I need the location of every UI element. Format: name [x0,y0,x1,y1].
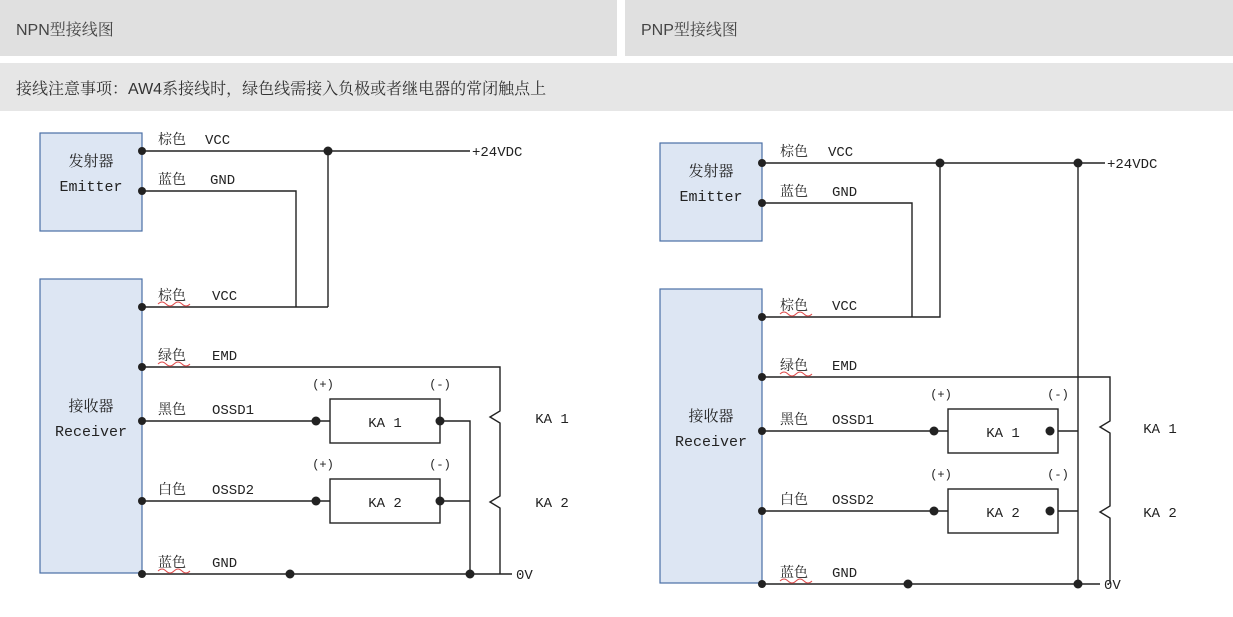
gnd-junction-2 [466,570,475,579]
receiver-ossd1-signal: OSSD1 [212,403,255,419]
nc-contacts-chain-pnp [1100,406,1110,584]
ossd1-junction [312,417,321,426]
ossd2-junction-pnp [930,507,939,516]
ground-rail-label-pnp: 0V [1104,578,1121,594]
receiver-ossd1-terminal [138,417,146,425]
receiver-gnd-color-pnp: 蓝色 [780,564,808,580]
emitter-gnd-color-pnp: 蓝色 [780,183,808,199]
receiver-ossd2-color: 白色 [158,481,186,497]
receiver-ossd2-signal: OSSD2 [212,483,255,499]
receiver-ossd1-color-pnp: 黑色 [780,411,808,427]
receiver-gnd-terminal [138,570,146,578]
relay-ka2-plus-pnp: (+) [930,468,952,482]
receiver-label-cn-pnp: 接收器 [688,408,734,425]
relay-ka1-label-pnp: KA 1 [986,426,1020,442]
emitter-label-cn-pnp: 发射器 [688,163,734,180]
relay-ka2-plus: (+) [312,458,334,472]
receiver-gnd-signal-pnp: GND [832,566,858,582]
receiver-ossd1-signal-pnp: OSSD1 [832,413,875,429]
receiver-vcc-terminal [138,303,146,311]
emitter-gnd-terminal-pnp [758,199,766,207]
receiver-ossd1-terminal-pnp [758,427,766,435]
emitter-vcc-color-pnp: 棕色 [780,143,808,159]
emitter-vcc-signal-pnp: VCC [828,145,854,161]
relay-ka1-minus-dot-pnp [1046,427,1055,436]
supply-rail-label-pnp: +24VDC [1107,157,1158,173]
receiver-ossd1-color: 黑色 [158,401,186,417]
receiver-ossd2-terminal-pnp [758,507,766,515]
ground-rail-label-npn: 0V [516,568,533,584]
header-gap [617,0,625,56]
emitter-label-en-pnp: Emitter [679,189,743,206]
receiver-label-cn: 接收器 [68,398,114,415]
receiver-vcc-signal-pnp: VCC [832,299,858,315]
receiver-vcc-terminal-pnp [758,313,766,321]
relay-ka1-return [440,421,470,574]
receiver-label-en-pnp: Receiver [674,434,748,451]
relay-ka2-label-pnp: KA 2 [986,506,1020,522]
emitter-vcc-signal: VCC [205,133,231,149]
gnd-junction-1-pnp [904,580,913,589]
nc-contacts-chain [490,396,500,574]
receiver-emd-signal: EMD [212,349,238,365]
wiring-diagrams [0,111,1233,611]
receiver-emd-color: 绿色 [158,347,186,363]
relay-ka2-minus: (-) [429,458,451,472]
receiver-emd-color-pnp: 绿色 [780,357,808,373]
ossd2-junction [312,497,321,506]
ossd1-junction-pnp [930,427,939,436]
relay-ka2-label: KA 2 [368,496,402,512]
supply-rail-label-npn: +24VDC [472,145,523,161]
receiver-ossd2-signal-pnp: OSSD2 [832,493,875,509]
emitter-gnd-color: 蓝色 [158,171,186,187]
relay-ka1-minus-pnp: (-) [1047,388,1069,402]
receiver-gnd-signal: GND [212,556,238,572]
receiver-gnd-color: 蓝色 [158,554,186,570]
emitter-gnd-signal: GND [210,173,236,189]
npn-diagram [40,131,569,584]
contact-ka1-label: KA 1 [535,412,569,428]
contact-ka2-label: KA 2 [535,496,569,512]
gnd-junction-1 [286,570,295,579]
receiver-vcc-color-pnp: 棕色 [780,297,808,313]
receiver-vcc-signal: VCC [212,289,238,305]
relay-ka2-minus-pnp: (-) [1047,468,1069,482]
diagram-canvas [0,111,1233,611]
emitter-vcc-terminal-pnp [758,159,766,167]
header-bar [0,0,1233,56]
relay-ka1-minus: (-) [429,378,451,392]
emitter-vcc-terminal [138,147,146,155]
emitter-label-cn: 发射器 [68,153,114,170]
receiver-vcc-color: 棕色 [158,287,186,303]
relay-ka1-label: KA 1 [368,416,402,432]
relay-ka2-minus-dot-pnp [1046,507,1055,516]
receiver-emd-terminal-pnp [758,373,766,381]
contact-ka1-label-pnp: KA 1 [1143,422,1177,438]
emitter-gnd-terminal [138,187,146,195]
header-npn: NPN型接线图 [0,0,617,56]
receiver-ossd2-terminal [138,497,146,505]
pnp-diagram [660,143,1177,594]
receiver-emd-terminal [138,363,146,371]
header-pnp: PNP型接线图 [625,0,1233,56]
gnd-junction-2-pnp [1074,580,1083,589]
receiver-label-en: Receiver [54,424,128,441]
emitter-vcc-color: 棕色 [158,131,186,147]
emitter-gnd-signal-pnp: GND [832,185,858,201]
receiver-ossd2-color-pnp: 白色 [780,491,808,507]
relay-ka1-plus-pnp: (+) [930,388,952,402]
wiring-note: 接线注意事项：AW4系接线时，绿色线需接入负极或者继电器的常闭触点上 [0,63,1233,111]
relay-ka1-minus-dot [436,417,445,426]
relay-ka1-plus: (+) [312,378,334,392]
receiver-emd-signal-pnp: EMD [832,359,858,375]
emitter-label-en: Emitter [59,179,123,196]
receiver-gnd-terminal-pnp [758,580,766,588]
contact-ka2-label-pnp: KA 2 [1143,506,1177,522]
